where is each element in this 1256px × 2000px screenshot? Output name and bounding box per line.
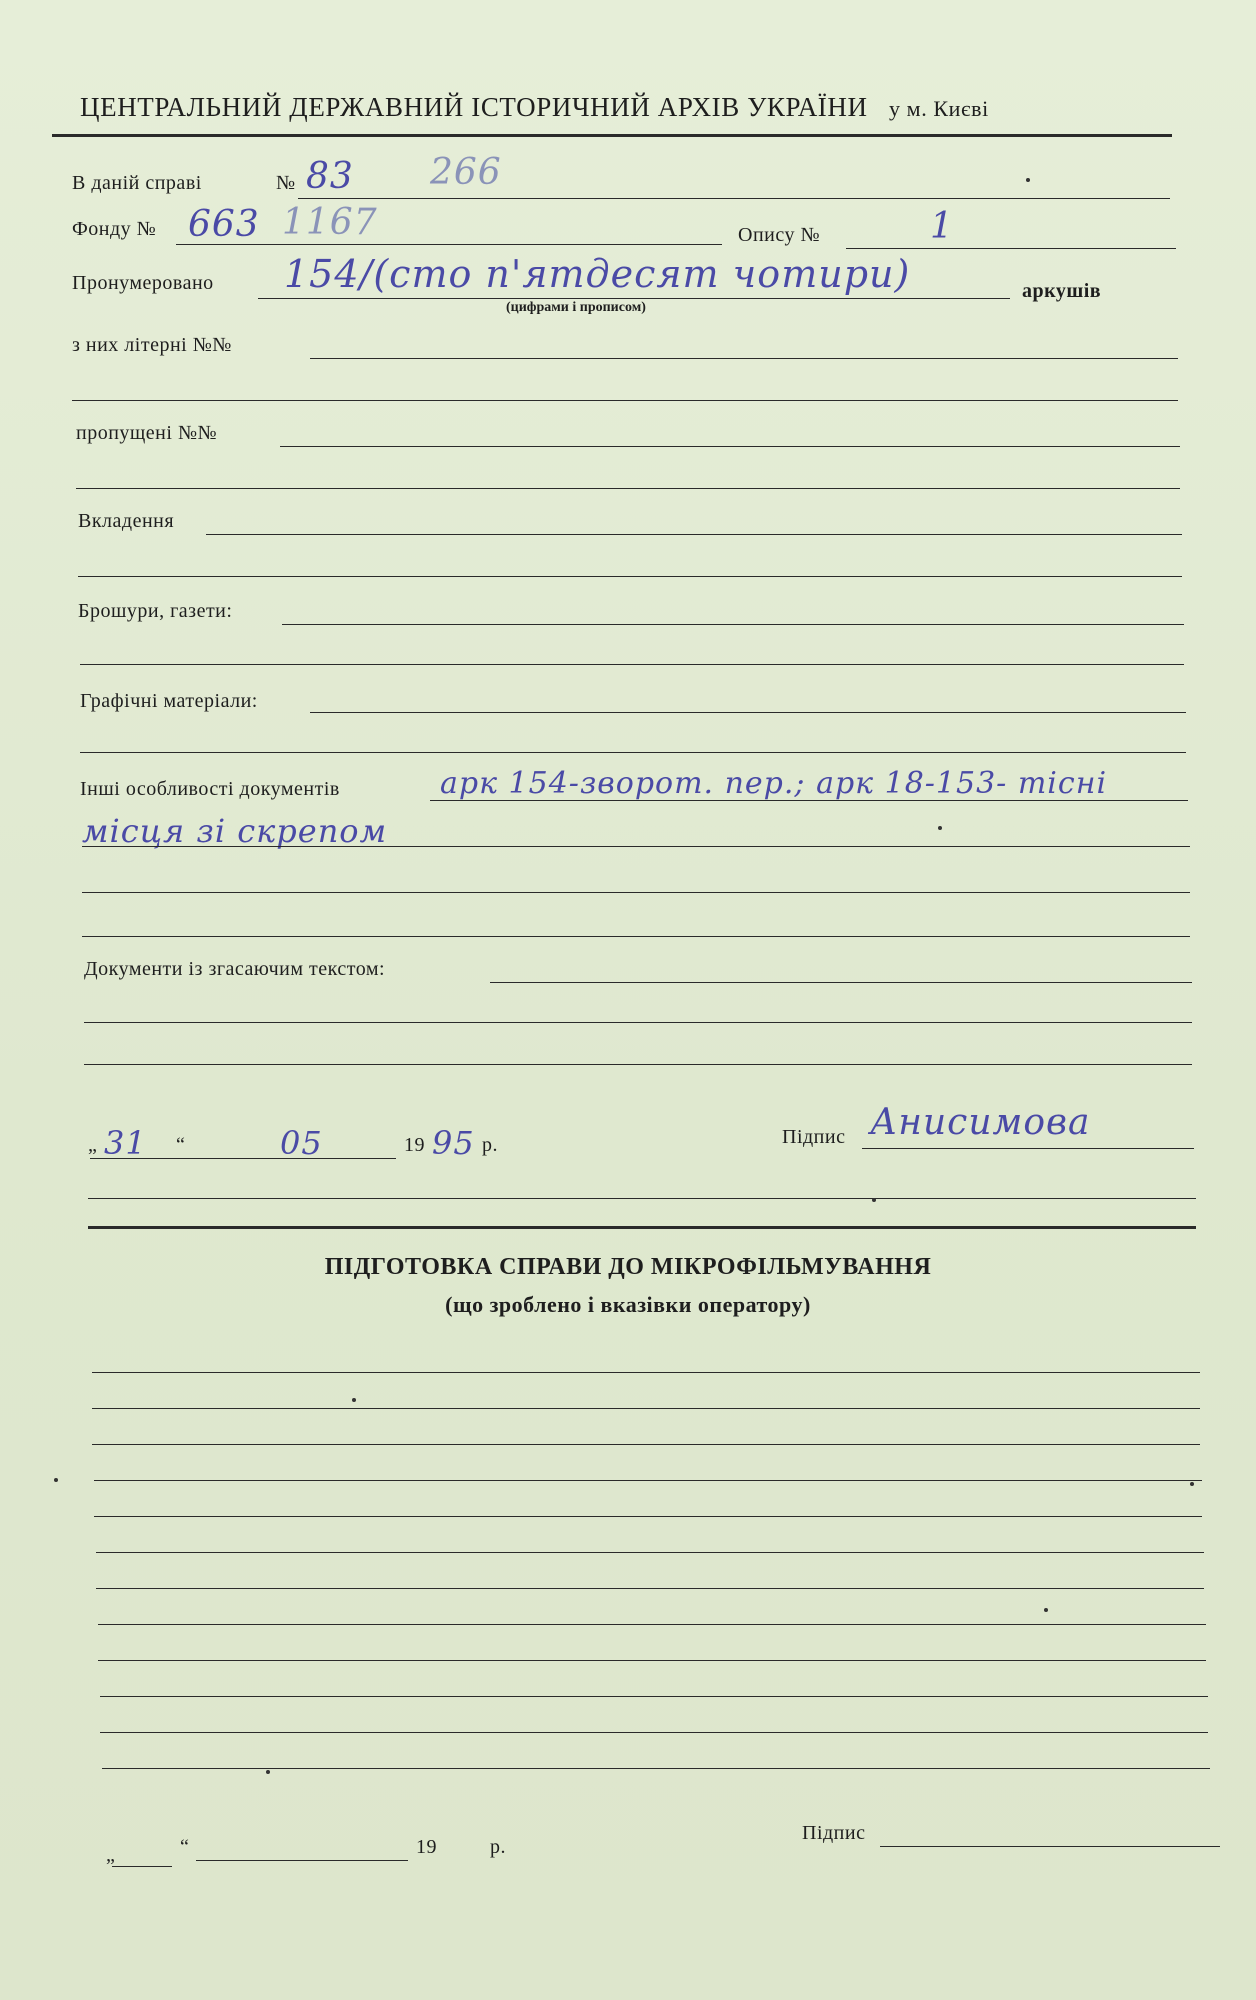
microfilm-line-9 <box>98 1660 1206 1661</box>
date-month: 05 <box>280 1124 323 1162</box>
microfilm-date-close-quote: “ <box>180 1836 190 1858</box>
archive-city: у м. Києві <box>888 96 989 121</box>
paper-speck <box>938 826 942 830</box>
signature-label: Підпис <box>782 1126 846 1148</box>
microfilm-month-line <box>196 1860 408 1861</box>
numbered-label: Пронумеровано <box>72 272 214 294</box>
microfilm-line-3 <box>92 1444 1200 1445</box>
letter-line-1 <box>310 358 1178 359</box>
case-line <box>298 198 1170 199</box>
header-rule <box>52 134 1172 137</box>
microfilm-signature-line <box>880 1846 1220 1847</box>
year-value: 95 <box>432 1124 475 1162</box>
other-line-3 <box>82 892 1190 893</box>
microfilm-line-1 <box>92 1372 1200 1373</box>
microfilm-line-5 <box>94 1516 1202 1517</box>
other-label: Інші особливості документів <box>80 778 340 800</box>
year-suffix: р. <box>482 1134 498 1156</box>
year-prefix: 19 <box>404 1134 425 1156</box>
numbered-hint: (цифрами і прописом) <box>506 300 646 315</box>
microfilm-line-4 <box>94 1480 1202 1481</box>
opys-value: 1 <box>930 206 954 247</box>
graphics-label: Графічні матеріали: <box>80 690 258 712</box>
paper-speck <box>352 1398 356 1402</box>
other-line-1 <box>430 800 1188 801</box>
archive-name: ЦЕНТРАЛЬНИЙ ДЕРЖАВНИЙ ІСТОРИЧНИЙ АРХІВ УКРАЇНИ <box>80 92 868 122</box>
date-close-quote: “ <box>176 1134 186 1156</box>
other-value-1: арк 154-зворот. пер.; арк 18-153- тісні <box>440 766 1108 801</box>
paper-speck <box>872 1198 876 1202</box>
microfilm-signature-label: Підпис <box>802 1822 866 1844</box>
case-label: В даній справі <box>72 172 202 194</box>
microfilm-subtitle: (що зроблено і вказівки оператору) <box>445 1292 811 1317</box>
sheets-label: аркушів <box>1022 280 1102 302</box>
faded-line-1 <box>490 982 1192 983</box>
faded-line-3 <box>84 1064 1192 1065</box>
graphics-line-2 <box>80 752 1186 753</box>
date-open-quote: „ <box>88 1134 98 1156</box>
letter-line-2 <box>72 400 1178 401</box>
paper-speck <box>54 1478 58 1482</box>
faded-label: Документи із згасаючим текстом: <box>84 958 386 980</box>
microfilm-year-suffix: р. <box>490 1836 506 1858</box>
faded-line-2 <box>84 1022 1192 1023</box>
microfilm-year-prefix: 19 <box>416 1836 437 1858</box>
microfilm-line-6 <box>96 1552 1204 1553</box>
fond-label: Фонду № <box>72 218 157 240</box>
case-value-alt: 266 <box>430 152 502 193</box>
paper-speck <box>266 1770 270 1774</box>
microfilm-line-10 <box>100 1696 1208 1697</box>
date-day: 31 <box>104 1124 147 1162</box>
brochures-line-1 <box>282 624 1184 625</box>
case-number-sign: № <box>276 172 296 194</box>
numbered-value: 154/(сто п'ятдесят чотири) <box>284 252 911 296</box>
paper-speck <box>1026 178 1030 182</box>
other-value-2: місця зі скрепом <box>82 812 388 850</box>
case-value: 83 <box>306 156 354 197</box>
date-line <box>90 1158 396 1159</box>
microfilm-day-line <box>112 1866 172 1867</box>
graphics-line-1 <box>310 712 1186 713</box>
attachments-line-1 <box>206 534 1182 535</box>
skipped-label: пропущені №№ <box>76 422 218 444</box>
microfilm-line-2 <box>92 1408 1200 1409</box>
attachments-line-2 <box>78 576 1182 577</box>
numbered-line <box>258 298 1010 299</box>
brochures-line-2 <box>80 664 1184 665</box>
signature-line <box>862 1148 1194 1149</box>
archive-title <box>80 92 989 123</box>
skipped-line-2 <box>76 488 1180 489</box>
microfilm-line-8 <box>98 1624 1206 1625</box>
microfilm-title: ПІДГОТОВКА СПРАВИ ДО МІКРОФІЛЬМУВАННЯ <box>324 1254 932 1280</box>
fond-value: 663 <box>188 204 260 245</box>
paper-speck <box>1190 1482 1194 1486</box>
microfilm-line-12 <box>102 1768 1210 1769</box>
fond-value-alt: 1167 <box>282 202 378 243</box>
opys-label: Опису № <box>738 224 821 246</box>
skipped-line-1 <box>280 446 1180 447</box>
microfilm-line-11 <box>100 1732 1208 1733</box>
brochures-label: Брошури, газети: <box>78 600 233 622</box>
letter-label: з них літерні №№ <box>72 334 232 356</box>
paper-speck <box>1044 1608 1048 1612</box>
microfilm-date-open-quote: „ <box>106 1844 116 1866</box>
other-line-2 <box>82 846 1190 847</box>
attachments-label: Вкладення <box>78 510 175 532</box>
opys-line <box>846 248 1176 249</box>
section-rule-2 <box>88 1226 1196 1229</box>
signature-value: Анисимова <box>870 1102 1091 1143</box>
microfilm-line-7 <box>96 1588 1204 1589</box>
other-line-4 <box>82 936 1190 937</box>
fond-line <box>176 244 722 245</box>
section-rule-1 <box>88 1198 1196 1199</box>
